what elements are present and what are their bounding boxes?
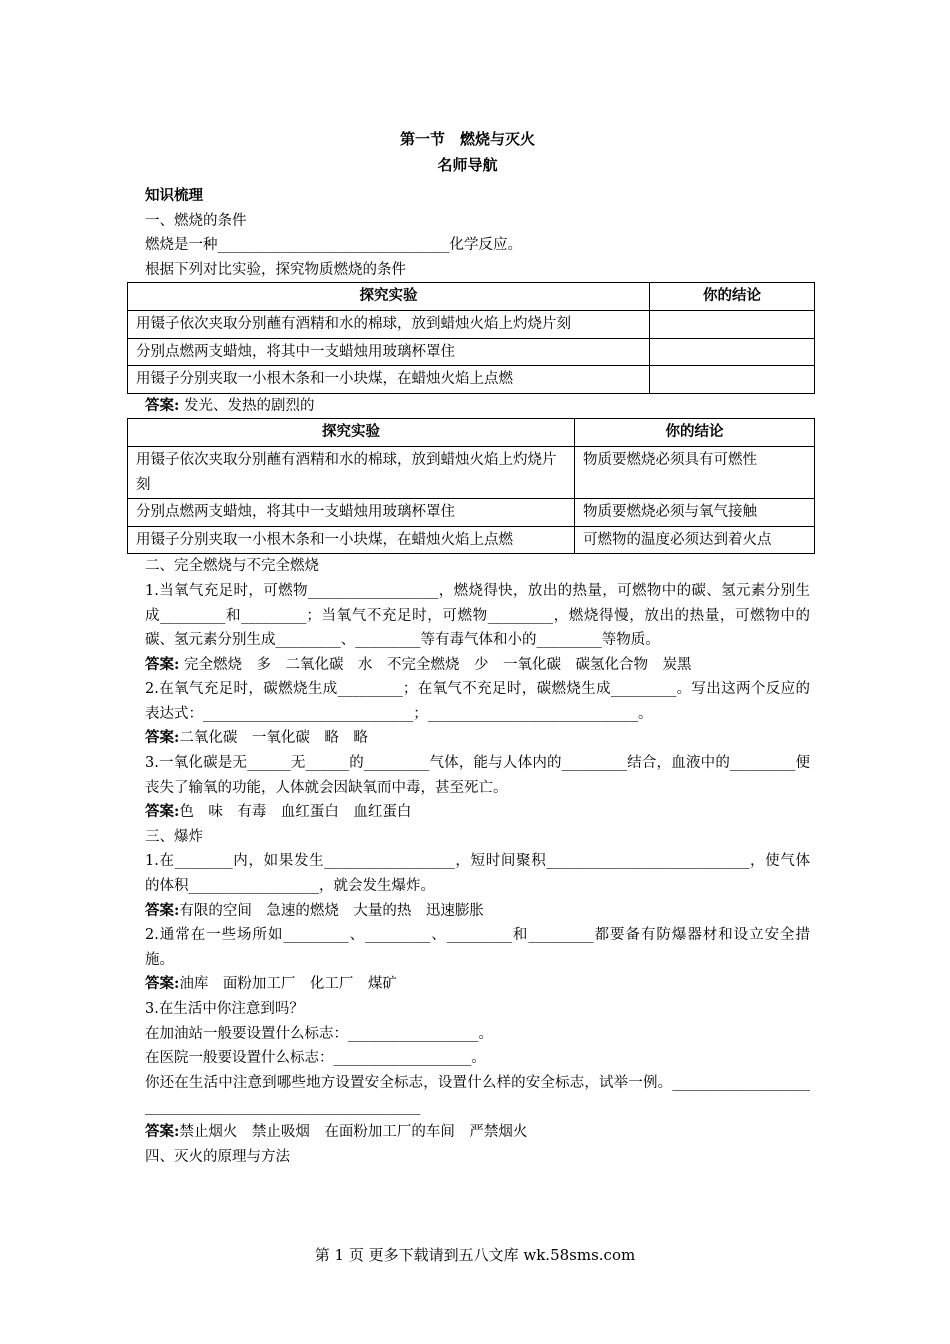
content [136,126,810,1169]
table1-row2-blank [650,338,815,366]
table1-row2: 分别点燃两支蜡烛，将其中一支蜡烛用玻璃杯罩住 [128,338,650,366]
s2-q2: 2.在氧气充足时，碳燃烧生成_________；在氧气不充足时，碳燃烧生成_________。写出这两个反应的表达式：_____________________________；_____________________________。 [145,681,810,722]
s2-q3: 3.一氧化碳是无______无______的_________气体，能与人体内的_________结合，血液中的_________便丧失了输氧的功能，人体就会因缺氧而中毒，甚至死亡。 [145,755,810,796]
s3-heading: 三、爆炸 [145,828,203,845]
table1-row1-blank [650,310,815,338]
table2-row3-conclusion: 可燃物的温度必须达到着火点 [575,526,815,554]
table2-header-conclusion: 你的结论 [575,419,815,447]
s3-q1: 1.在________内，如果发生__________________，短时间聚积____________________________，使气体的体积__________________，就会发生爆炸。 [145,853,810,895]
page-subtitle: 名师导航 [437,156,498,174]
page-footer: 第 1 页 更多下载请到五八文库 wk.58sms.com [314,1246,636,1264]
s1-line1: 燃烧是一种________________________________化学反应。 [145,237,522,254]
s2-a3: 答案:色 味 有毒 血红蛋白 血红蛋白 [145,803,412,821]
page-title: 第一节 燃烧与灭火 [399,130,535,148]
table2-row3-experiment: 用镊子分别夹取一小根木条和一小块煤，在蜡烛火焰上点燃 [128,526,575,554]
s3-q3b: 在医院一般要设置什么标志：___________________。 [145,1050,486,1067]
table2-row1-conclusion: 物质要燃烧必须具有可燃性 [575,446,815,498]
s1-heading: 一、燃烧的条件 [145,212,247,229]
table2-row1-experiment: 用镊子依次夹取分别蘸有酒精和水的棉球，放到蜡烛火焰上灼烧片刻 [128,446,575,498]
s2-a2: 答案:二氧化碳 一氧化碳 略 略 [145,729,368,747]
table1-header-experiment: 探究实验 [128,283,650,311]
s3-a3: 答案:禁止烟火 禁止吸烟 在面粉加工厂的车间 严禁烟火 [145,1122,528,1140]
s2-q1: 1.当氧气充足时，可燃物__________________，燃烧得快，放出的热量，可燃物中的碳、氢元素分别生成_________和_________；当氧气不充足时，可燃物_________，燃烧得慢，放出的热量，可燃物中的碳、氢元素分别生成_________、_________等有毒气体和小的_________等物质。 [145,582,810,649]
s4-heading: 四、灭火的原理与方法 [145,1148,290,1165]
table1-row1: 用镊子依次夹取分别蘸有酒精和水的棉球，放到蜡烛火焰上灼烧片刻 [128,310,650,338]
table2-row2-experiment: 分别点燃两支蜡烛，将其中一支蜡烛用玻璃杯罩住 [128,499,575,527]
table1-row3: 用镊子分别夹取一小根木条和一小块煤，在蜡烛火焰上点燃 [128,366,650,394]
table2-header-experiment: 探究实验 [128,419,575,447]
experiment-table-answer [127,418,815,554]
table1-header-conclusion: 你的结论 [650,283,815,311]
section-head: 知识梳理 [145,187,203,204]
s1-answer: 答案: 发光、发热的剧烈的 [145,396,315,414]
s2-heading: 二、完全燃烧与不完全燃烧 [145,558,319,575]
s3-a1: 答案:有限的空间 急速的燃烧 大量的热 迅速膨胀 [145,901,484,919]
experiment-table-blank [127,282,815,393]
s1-line2: 根据下列对比实验，探究物质燃烧的条件 [145,261,406,278]
s3-q2: 2.通常在一些场所如_________、_________、_________和_________都要备有防爆器材和设立安全措施。 [145,927,810,968]
s3-q3c: 你还在生活中注意到哪些地方设置安全标志，设置什么样的安全标志，试举一例。_________________________________________________________ [145,1074,810,1116]
s2-a1: 答案: 完全燃烧 多 二氧化碳 水 不完全燃烧 少 一氧化碳 碳氢化合物 炭黑 [145,655,692,673]
s3-q3a: 在加油站一般要设置什么标志：__________________。 [145,1025,493,1042]
s3-q3: 3.在生活中你注意到吗？ [145,1001,304,1017]
table1-row3-blank [650,366,815,394]
table2-row2-conclusion: 物质要燃烧必须与氧气接触 [575,499,815,527]
s3-a2: 答案:油库 面粉加工厂 化工厂 煤矿 [145,975,397,993]
